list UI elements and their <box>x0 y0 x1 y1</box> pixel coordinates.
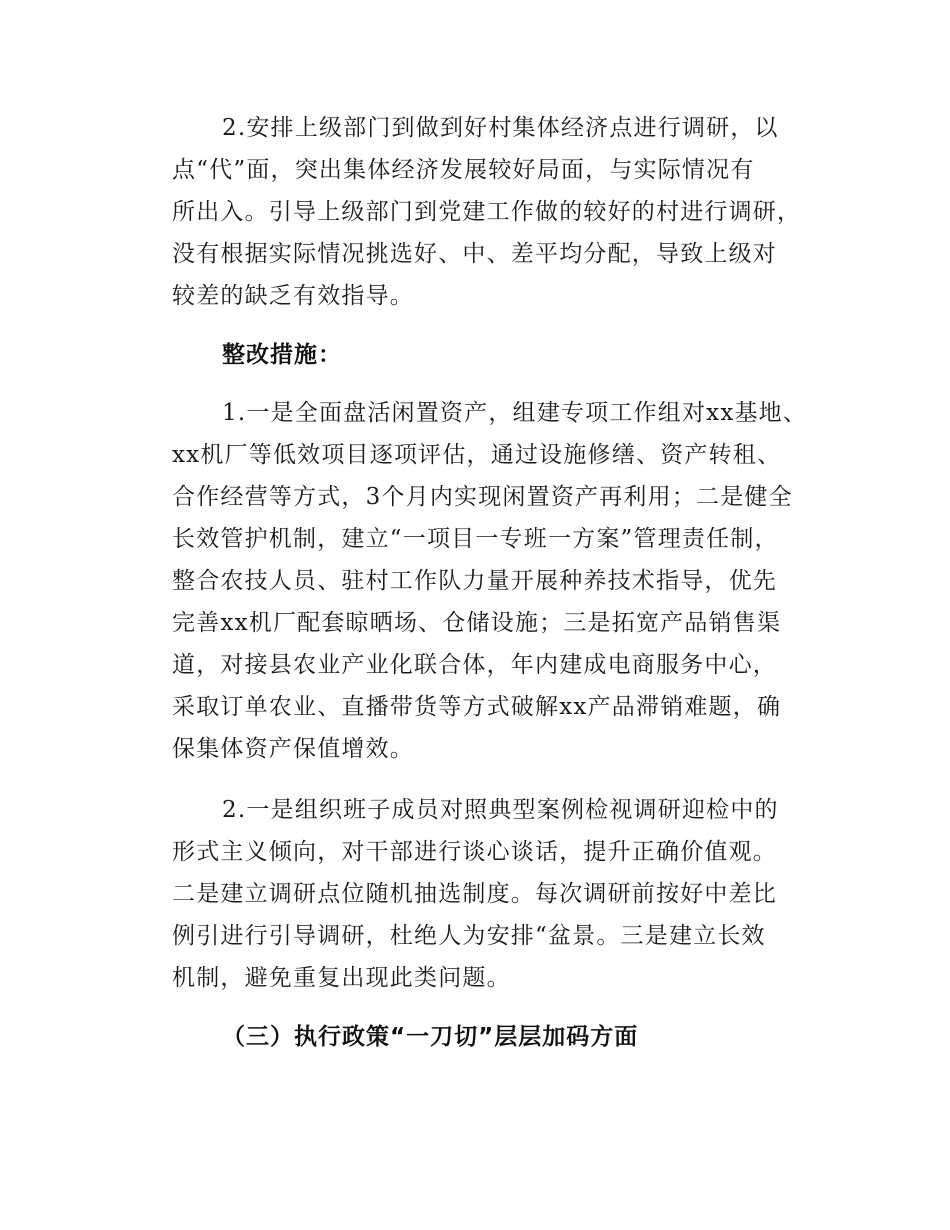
measure-1-line-3: 合作经营等方式，3个月内实现闲置资产再利用；二是健全 <box>172 484 793 510</box>
measure-1-line-8: 采取订单农业、直播带货等方式破解xx产品滞销难题，确 <box>172 694 782 720</box>
measure-1-line-1: 1.一是全面盘活闲置资产，组建专项工作组对xx基地、 <box>222 400 808 426</box>
measure-1-line-4: 长效管护机制，建立“一项目一专班一方案”管理责任制， <box>172 526 779 552</box>
measure-2-line-5: 机制，避免重复出现此类问题。 <box>172 965 511 991</box>
measures-heading: 整改措施： <box>222 342 342 368</box>
paragraph-1-line-1: 2.安排上级部门到做到好村集体经济点进行调研，以 <box>222 115 779 141</box>
paragraph-1-line-2: 点“代”面，突出集体经济发展较好局面，与实际情况有 <box>172 157 755 183</box>
measure-1-line-2: xx机厂等低效项目逐项评估，通过设施修缮、资产转租、 <box>172 442 782 468</box>
measure-1-line-9: 保集体资产保值增效。 <box>172 736 414 762</box>
measure-2-line-1: 2.一是组织班子成员对照典型案例检视调研迎检中的 <box>222 797 779 823</box>
paragraph-1-line-5: 较差的缺乏有效指导。 <box>172 283 414 309</box>
measure-2-line-3: 二是建立调研点位随机抽选制度。每次调研前按好中差比 <box>172 881 777 907</box>
section-heading: （三）执行政策“一刀切”层层加码方面 <box>222 1024 639 1050</box>
measure-2-line-4: 例引进行引导调研，杜绝人为安排“盆景。三是建立长效 <box>172 923 766 949</box>
measure-1-line-5: 整合农技人员、驻村工作队力量开展种养技术指导，优先 <box>172 568 777 594</box>
measure-2-line-2: 形式主义倾向，对干部进行谈心谈话，提升正确价值观。 <box>172 839 777 865</box>
measure-1-line-7: 道，对接县农业产业化联合体，年内建成电商服务中心， <box>172 652 777 678</box>
measure-1-line-6: 完善xx机厂配套晾晒场、仓储设施；三是拓宽产品销售渠 <box>172 610 782 636</box>
paragraph-1-line-4: 没有根据实际情况挑选好、中、差平均分配，导致上级对 <box>172 241 777 267</box>
paragraph-1-line-3: 所出入。引导上级部门到党建工作做的较好的村进行调研， <box>172 199 802 225</box>
